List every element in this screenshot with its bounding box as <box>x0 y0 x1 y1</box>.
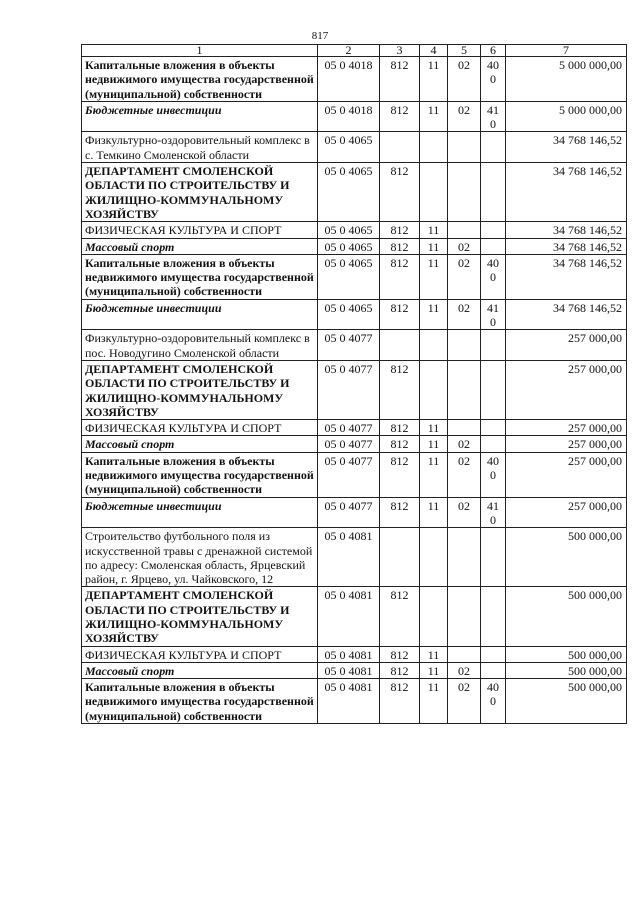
row-name: ДЕПАРТАМЕНТ СМОЛЕНСКОЙ ОБЛАСТИ ПО СТРОИТЕЛЬСТВУ И ЖИЛИЩНО-КОММУНАЛЬНОМУ ХОЗЯЙСТВУ <box>82 360 318 419</box>
target-article: 05 0 4081 <box>318 662 380 678</box>
expense-type: 41 0 <box>481 101 506 132</box>
expense-type <box>481 420 506 436</box>
subsection-code: 02 <box>448 452 481 497</box>
amount: 500 000,00 <box>506 662 627 678</box>
section-code <box>420 330 448 361</box>
section-code: 11 <box>420 238 448 254</box>
amount: 500 000,00 <box>506 646 627 662</box>
subsection-code <box>448 222 481 238</box>
target-article: 05 0 4065 <box>318 254 380 299</box>
target-article: 05 0 4065 <box>318 163 380 222</box>
row-name: Бюджетные инвестиции <box>82 299 318 330</box>
target-article: 05 0 4065 <box>318 132 380 163</box>
section-code: 11 <box>420 222 448 238</box>
target-article: 05 0 4077 <box>318 436 380 452</box>
target-article: 05 0 4065 <box>318 222 380 238</box>
target-article: 05 0 4081 <box>318 679 380 724</box>
expense-type <box>481 238 506 254</box>
admin-code: 812 <box>380 238 420 254</box>
target-article: 05 0 4077 <box>318 420 380 436</box>
section-code: 11 <box>420 646 448 662</box>
row-name: ФИЗИЧЕСКАЯ КУЛЬТУРА И СПОРТ <box>82 646 318 662</box>
section-code: 11 <box>420 662 448 678</box>
row-name: Физкультурно-оздоровительный комплекс в пос. Новодугино Смоленской области <box>82 330 318 361</box>
admin-code: 812 <box>380 497 420 528</box>
admin-code: 812 <box>380 420 420 436</box>
page-number: 817 <box>311 30 329 42</box>
target-article: 05 0 4077 <box>318 330 380 361</box>
table-row <box>82 497 627 528</box>
row-name: Бюджетные инвестиции <box>82 497 318 528</box>
table-row <box>82 254 627 299</box>
admin-code <box>380 330 420 361</box>
row-name: Капитальные вложения в объекты недвижимого имущества государственной (муниципальной) собственности <box>82 679 318 724</box>
section-code: 11 <box>420 497 448 528</box>
expense-type <box>481 222 506 238</box>
target-article: 05 0 4077 <box>318 360 380 419</box>
admin-code: 812 <box>380 299 420 330</box>
target-article: 05 0 4018 <box>318 57 380 102</box>
section-code <box>420 360 448 419</box>
admin-code: 812 <box>380 587 420 646</box>
row-name: Капитальные вложения в объекты недвижимого имущества государственной (муниципальной) собственности <box>82 57 318 102</box>
admin-code: 812 <box>380 452 420 497</box>
row-name: ДЕПАРТАМЕНТ СМОЛЕНСКОЙ ОБЛАСТИ ПО СТРОИТЕЛЬСТВУ И ЖИЛИЩНО-КОММУНАЛЬНОМУ ХОЗЯЙСТВУ <box>82 587 318 646</box>
amount: 257 000,00 <box>506 420 627 436</box>
admin-code: 812 <box>380 662 420 678</box>
column-header: 7 <box>506 45 627 57</box>
column-header: 6 <box>481 45 506 57</box>
expense-type: 41 0 <box>481 299 506 330</box>
admin-code: 812 <box>380 679 420 724</box>
table-row <box>82 330 627 361</box>
expense-type <box>481 360 506 419</box>
admin-code: 812 <box>380 436 420 452</box>
table-row <box>82 452 627 497</box>
table-row <box>82 299 627 330</box>
row-name: Капитальные вложения в объекты недвижимого имущества государственной (муниципальной) собственности <box>82 452 318 497</box>
section-code <box>420 163 448 222</box>
column-header: 5 <box>448 45 481 57</box>
subsection-code: 02 <box>448 662 481 678</box>
section-code <box>420 132 448 163</box>
section-code: 11 <box>420 452 448 497</box>
row-name: Капитальные вложения в объекты недвижимого имущества государственной (муниципальной) собственности <box>82 254 318 299</box>
admin-code: 812 <box>380 57 420 102</box>
subsection-code: 02 <box>448 436 481 452</box>
subsection-code <box>448 420 481 436</box>
target-article: 05 0 4018 <box>318 101 380 132</box>
subsection-code: 02 <box>448 254 481 299</box>
table-row <box>82 679 627 724</box>
column-header: 1 <box>82 45 318 57</box>
row-name: Физкультурно-оздоровительный комплекс в с. Темкино Смоленской области <box>82 132 318 163</box>
expense-type <box>481 132 506 163</box>
expense-type <box>481 662 506 678</box>
section-code <box>420 528 448 587</box>
section-code: 11 <box>420 679 448 724</box>
amount: 5 000 000,00 <box>506 57 627 102</box>
subsection-code <box>448 330 481 361</box>
target-article: 05 0 4081 <box>318 646 380 662</box>
expense-type <box>481 587 506 646</box>
expense-type <box>481 646 506 662</box>
table-row <box>82 436 627 452</box>
amount: 257 000,00 <box>506 452 627 497</box>
amount: 257 000,00 <box>506 497 627 528</box>
admin-code: 812 <box>380 163 420 222</box>
admin-code: 812 <box>380 254 420 299</box>
table-row <box>82 132 627 163</box>
row-name: Бюджетные инвестиции <box>82 101 318 132</box>
row-name: ФИЗИЧЕСКАЯ КУЛЬТУРА И СПОРТ <box>82 420 318 436</box>
expense-type <box>481 163 506 222</box>
row-name: Массовый спорт <box>82 436 318 452</box>
column-header: 2 <box>318 45 380 57</box>
target-article: 05 0 4065 <box>318 238 380 254</box>
admin-code <box>380 132 420 163</box>
table-row <box>82 101 627 132</box>
amount: 500 000,00 <box>506 528 627 587</box>
expense-type: 40 0 <box>481 679 506 724</box>
column-header: 4 <box>420 45 448 57</box>
section-code: 11 <box>420 299 448 330</box>
row-name: Строительство футбольного поля из искусственной травы с дренажной системой по адресу: Смоленская область, Ярцевский район, г. Ярцево, ул. Чайковского, 12 <box>82 528 318 587</box>
subsection-code: 02 <box>448 57 481 102</box>
target-article: 05 0 4081 <box>318 528 380 587</box>
expense-type <box>481 330 506 361</box>
subsection-code <box>448 528 481 587</box>
subsection-code: 02 <box>448 497 481 528</box>
expense-type: 40 0 <box>481 254 506 299</box>
expense-type: 41 0 <box>481 497 506 528</box>
subsection-code <box>448 360 481 419</box>
section-code <box>420 587 448 646</box>
table-row <box>82 222 627 238</box>
admin-code: 812 <box>380 101 420 132</box>
expense-type <box>481 528 506 587</box>
row-name: Массовый спорт <box>82 662 318 678</box>
table-row <box>82 528 627 587</box>
expense-type <box>481 436 506 452</box>
amount: 5 000 000,00 <box>506 101 627 132</box>
admin-code: 812 <box>380 360 420 419</box>
subsection-code: 02 <box>448 679 481 724</box>
expense-type: 40 0 <box>481 452 506 497</box>
table-row <box>82 420 627 436</box>
table-row <box>82 238 627 254</box>
amount: 34 768 146,52 <box>506 222 627 238</box>
amount: 257 000,00 <box>506 330 627 361</box>
amount: 257 000,00 <box>506 436 627 452</box>
column-header: 3 <box>380 45 420 57</box>
admin-code: 812 <box>380 646 420 662</box>
subsection-code <box>448 132 481 163</box>
amount: 257 000,00 <box>506 360 627 419</box>
subsection-code: 02 <box>448 101 481 132</box>
amount: 34 768 146,52 <box>506 299 627 330</box>
subsection-code <box>448 646 481 662</box>
section-code: 11 <box>420 254 448 299</box>
section-code: 11 <box>420 101 448 132</box>
target-article: 05 0 4077 <box>318 497 380 528</box>
admin-code <box>380 528 420 587</box>
subsection-code: 02 <box>448 299 481 330</box>
admin-code: 812 <box>380 222 420 238</box>
table-header-row <box>82 45 627 57</box>
table-row <box>82 662 627 678</box>
row-name: ДЕПАРТАМЕНТ СМОЛЕНСКОЙ ОБЛАСТИ ПО СТРОИТЕЛЬСТВУ И ЖИЛИЩНО-КОММУНАЛЬНОМУ ХОЗЯЙСТВУ <box>82 163 318 222</box>
row-name: ФИЗИЧЕСКАЯ КУЛЬТУРА И СПОРТ <box>82 222 318 238</box>
subsection-code: 02 <box>448 238 481 254</box>
amount: 34 768 146,52 <box>506 163 627 222</box>
table-row <box>82 360 627 419</box>
section-code: 11 <box>420 420 448 436</box>
budget-table <box>81 44 627 724</box>
section-code: 11 <box>420 436 448 452</box>
table-row <box>82 163 627 222</box>
amount: 34 768 146,52 <box>506 238 627 254</box>
amount: 500 000,00 <box>506 587 627 646</box>
expense-type: 40 0 <box>481 57 506 102</box>
amount: 500 000,00 <box>506 679 627 724</box>
row-name: Массовый спорт <box>82 238 318 254</box>
subsection-code <box>448 587 481 646</box>
section-code: 11 <box>420 57 448 102</box>
amount: 34 768 146,52 <box>506 254 627 299</box>
target-article: 05 0 4081 <box>318 587 380 646</box>
target-article: 05 0 4065 <box>318 299 380 330</box>
target-article: 05 0 4077 <box>318 452 380 497</box>
amount: 34 768 146,52 <box>506 132 627 163</box>
table-row <box>82 646 627 662</box>
table-row <box>82 57 627 102</box>
subsection-code <box>448 163 481 222</box>
table-row <box>82 587 627 646</box>
